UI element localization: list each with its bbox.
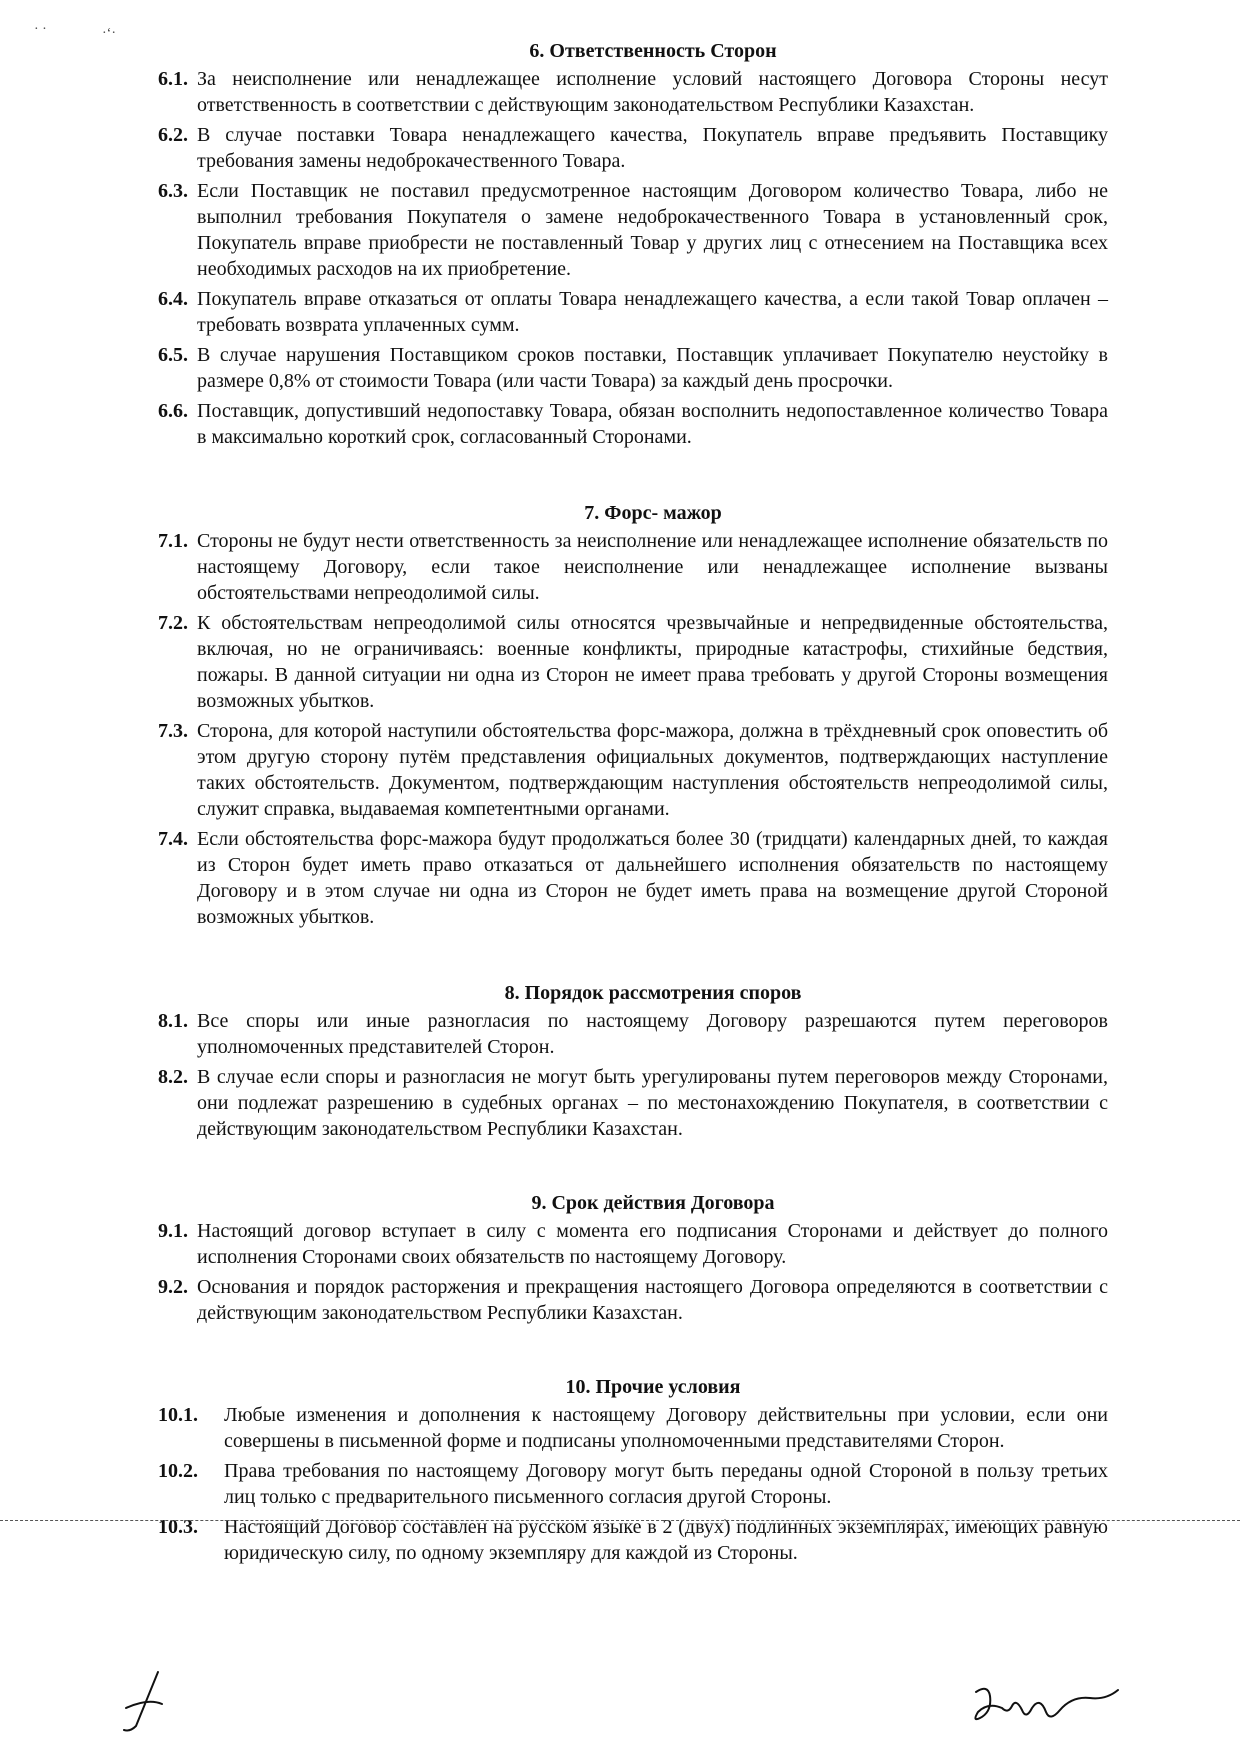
scan-artifact: · ·: [34, 22, 47, 37]
clause: [158, 1064, 1108, 1146]
clause-text: Сторона, для которой наступили обстоятельства форс-мажора, должна в трёхдневный срок оповестить об этом другую сторону путём представления официальных документов, подтверждающих наступление таких обстоятельств. Документом, подтверждающим наступления обстоятельств непреодолимой силы, служит справка, выдаваемая компетентными органами.: [197, 720, 1108, 820]
document-body: [158, 38, 1108, 1570]
clause-number: 7.3.: [158, 720, 188, 742]
section-title: 7. Форс- мажор: [584, 502, 722, 524]
clause-number: 8.1.: [158, 1010, 188, 1032]
clause: [158, 610, 1108, 718]
clause: [158, 826, 1108, 934]
section-7: [158, 500, 1108, 934]
section-8: [158, 980, 1108, 1146]
clause: [158, 1402, 1108, 1458]
clause-number: 9.1.: [158, 1220, 188, 1242]
section-title: 8. Порядок рассмотрения споров: [504, 982, 802, 1004]
clause-number: 7.4.: [158, 828, 188, 850]
clause-number: 8.2.: [158, 1066, 188, 1088]
clause: [158, 66, 1108, 122]
clause-text: За неисполнение или ненадлежащее исполнение условий настоящего Договора Стороны несут ответственность в соответствии с действующим законодательством Республики Казахстан.: [197, 68, 1108, 116]
section-9: [158, 1190, 1108, 1330]
clause: [158, 528, 1108, 610]
clause-number: 6.5.: [158, 344, 188, 366]
clause-number: 6.2.: [158, 124, 188, 146]
clause-text: Любые изменения и дополнения к настоящему Договору действительны при условии, если они совершены в письменной форме и подписаны уполномоченными представителями Сторон.: [224, 1404, 1108, 1452]
section-10: [158, 1374, 1108, 1570]
clause: [158, 286, 1108, 342]
clause: [158, 122, 1108, 178]
clause-number: 6.3.: [158, 180, 188, 202]
clause: [158, 718, 1108, 826]
clause-text: Поставщик, допустивший недопоставку Товара, обязан восполнить недопоставленное количество Товара в максимально короткий срок, согласованный Сторонами.: [197, 400, 1108, 448]
clause-text: Права требования по настоящему Договору могут быть переданы одной Стороной в пользу третьих лиц только с предварительного письменного согласия другой Стороны.: [224, 1460, 1108, 1508]
clause-text: Все споры или иные разногласия по настоящему Договору разрешаются путем переговоров уполномоченных представителей Сторон.: [197, 1010, 1108, 1058]
clause-number: 6.4.: [158, 288, 188, 310]
clause: [158, 342, 1108, 398]
clause-text: К обстоятельствам непреодолимой силы относятся чрезвычайные и непредвиденные обстоятельства, включая, но не ограничиваясь: военные конфликты, природные катастрофы, стихийные бедствия, пожары. В данной ситуации ни одна из Сторон не имеет права требовать у другой Стороны возмещения возможных убытков.: [197, 612, 1108, 712]
clause-text: Стороны не будут нести ответственность за неисполнение или ненадлежащее исполнение обязательств по настоящему Договору, если такое неисполнение или ненадлежащее исполнение вызваны обстоятельствами непреодолимой силы.: [197, 530, 1108, 604]
section-title: 9. Срок действия Договора: [531, 1192, 775, 1214]
clause-number: 7.2.: [158, 612, 188, 634]
clause-text: В случае если споры и разногласия не могут быть урегулированы путем переговоров между Сторонами, они подлежат разрешению в судебных органах – по местонахождению Покупателя, в соответствии с действующим законодательством Республики Казахстан.: [197, 1066, 1108, 1140]
clause-number: 10.3.: [158, 1516, 198, 1538]
page-fold-line: [0, 1520, 1240, 1521]
scan-artifact: ·‘·: [102, 26, 116, 41]
clause-text: В случае нарушения Поставщиком сроков поставки, Поставщик уплачивает Покупателю неустойку в размере 0,8% от стоимости Товара (или части Товара) за каждый день просрочки.: [197, 344, 1108, 392]
clause-number: 9.2.: [158, 1276, 188, 1298]
clause-number: 10.2.: [158, 1460, 198, 1482]
clause-text: Основания и порядок расторжения и прекращения настоящего Договора определяются в соответствии с действующим законодательством Республики Казахстан.: [197, 1276, 1108, 1324]
clause: [158, 398, 1108, 454]
clause: [158, 1274, 1108, 1330]
clause-number: 7.1.: [158, 530, 188, 552]
clause-text: Настоящий Договор составлен на русском языке в 2 (двух) подлинных экземплярах, имеющих равную юридическую силу, по одному экземпляру для каждой из Стороны.: [224, 1516, 1108, 1564]
section-6: [158, 38, 1108, 454]
clause-text: В случае поставки Товара ненадлежащего качества, Покупатель вправе предъявить Поставщику требования замены недоброкачественного Товара.: [197, 124, 1108, 172]
clause-number: 6.6.: [158, 400, 188, 422]
clause-text: Покупатель вправе отказаться от оплаты Товара ненадлежащего качества, а если такой Товар оплачен – требовать возврата уплаченных сумм.: [197, 288, 1108, 336]
clause-number: 10.1.: [158, 1404, 198, 1426]
clause-number: 6.1.: [158, 68, 188, 90]
clause-text: Если Поставщик не поставил предусмотренное настоящим Договором количество Товара, либо не выполнил требования Покупателя о замене недоброкачественного Товара в установленный срок, Покупатель вправе приобрести не поставленный Товар у других лиц с отнесением на Поставщика всех необходимых расходов на их приобретение.: [197, 180, 1108, 280]
right-signature-mark: [968, 1678, 1128, 1738]
clause-text: Если обстоятельства форс-мажора будут продолжаться более 30 (тридцати) календарных дней, то каждая из Сторон будет иметь право отказаться от дальнейшего исполнения обязательств по настоящему Договору и в этом случае ни одна из Сторон не будет иметь права на возмещение другой Стороной возможных убытков.: [197, 828, 1108, 928]
clause: [158, 178, 1108, 286]
left-signature-mark: [118, 1668, 178, 1738]
clause: [158, 1008, 1108, 1064]
clause: [158, 1458, 1108, 1514]
section-title: 6. Ответственность Сторон: [529, 40, 777, 62]
clause: [158, 1514, 1108, 1570]
clause: [158, 1218, 1108, 1274]
section-title: 10. Прочие условия: [565, 1376, 741, 1398]
clause-text: Настоящий договор вступает в силу с момента его подписания Сторонами и действует до полного исполнения Сторонами своих обязательств по настоящему Договору.: [197, 1220, 1108, 1268]
